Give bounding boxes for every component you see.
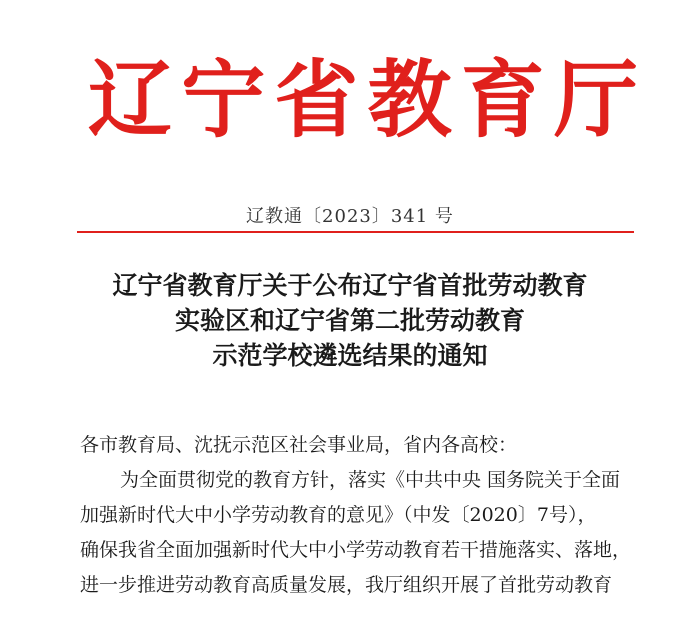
masthead-char: 宁	[181, 49, 266, 149]
red-divider	[77, 231, 634, 233]
title-line: 辽宁省教育厅关于公布辽宁省首批劳动教育	[112, 271, 588, 300]
notice-body	[80, 428, 640, 603]
masthead-title	[88, 49, 638, 149]
masthead-char: 教	[367, 49, 452, 149]
masthead-char: 厅	[553, 49, 638, 149]
body-line: 加强新时代大中小学劳动教育的意见》（中发〔2020〕7号），	[80, 504, 597, 526]
body-line: 进一步推进劳动教育高质量发展，我厅组织开展了首批劳动教育	[80, 574, 613, 596]
masthead-char: 育	[460, 49, 545, 149]
salutation: 各市教育局、沈抚示范区社会事业局，省内各高校：	[80, 434, 518, 456]
title-line: 实验区和辽宁省第二批劳动教育	[174, 306, 525, 335]
masthead-char: 辽	[88, 49, 173, 149]
body-line: 为全面贯彻党的教育方针，落实《中共中央 国务院关于全面	[120, 469, 621, 491]
document-number: 辽教通〔2023〕341 号	[246, 206, 454, 227]
notice-title	[0, 268, 700, 373]
title-line: 示范学校遴选结果的通知	[212, 341, 488, 370]
masthead-char: 省	[274, 49, 359, 149]
body-line: 确保我省全面加强新时代大中小学劳动教育若干措施落实、落地，	[80, 539, 632, 561]
